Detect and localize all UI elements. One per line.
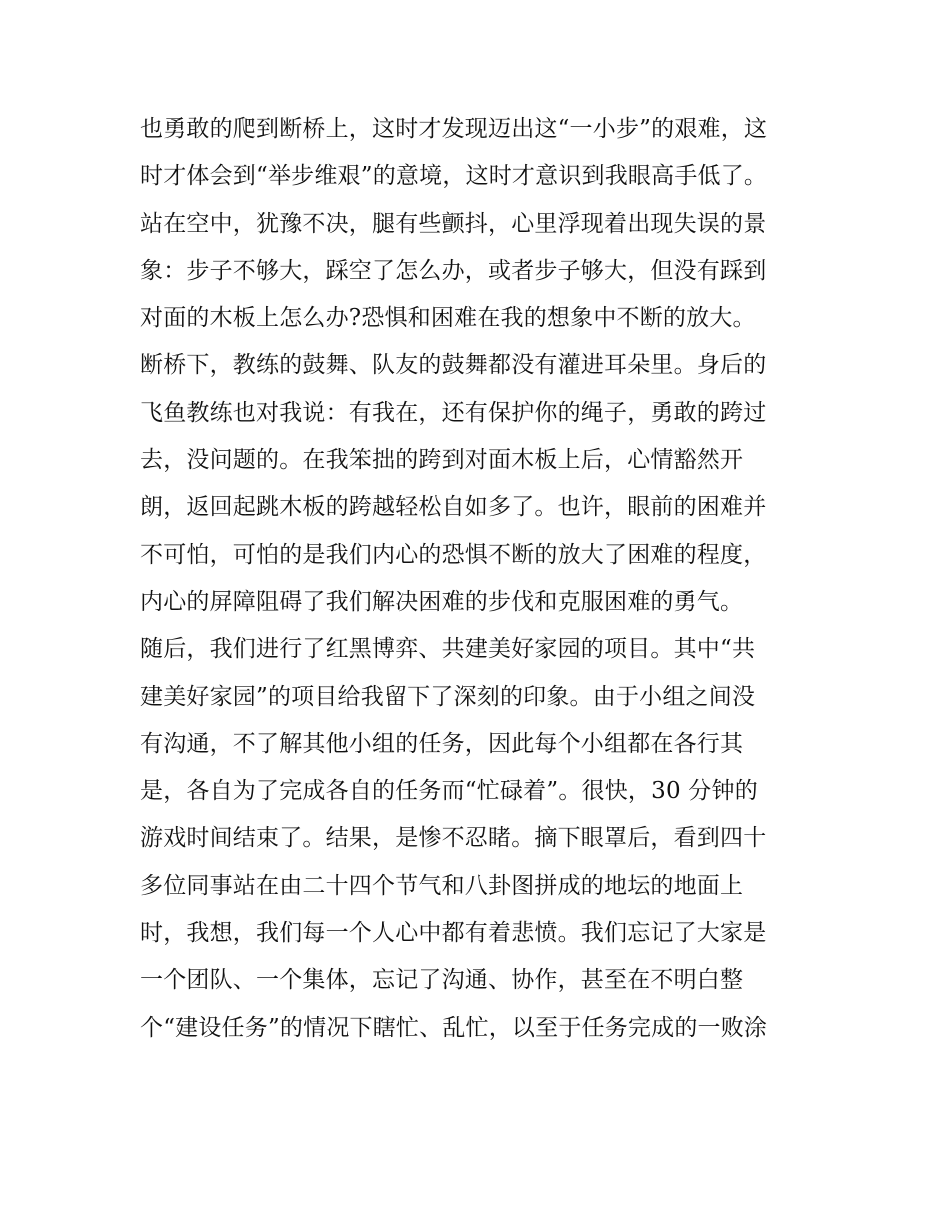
text-line: 象：步子不够大，踩空了怎么办，或者步子够大，但没有踩到: [140, 257, 767, 284]
text-line: 一个团队、一个集体，忘记了沟通、协作，甚至在不明白整: [140, 967, 744, 994]
text-line: 时，我想，我们每一个人心中都有着悲愤。我们忘记了大家是: [140, 920, 767, 947]
body-text: [140, 106, 830, 1052]
text-line: 飞鱼教练也对我说：有我在，还有保护你的绳子，勇敢的跨过: [140, 399, 767, 426]
text-line: 是，各自为了完成各自的任务而“忙碌着”。很快，30 分钟的: [140, 778, 758, 805]
text-line: 游戏时间结束了。结果，是惨不忍睹。摘下眼罩后，看到四十: [140, 825, 767, 852]
text-line: 也勇敢的爬到断桥上，这时才发现迈出这“一小步”的艰难，这: [140, 116, 768, 142]
text-line: 内心的屏障阻碍了我们解决困难的步伐和克服困难的勇气。: [140, 588, 744, 615]
text-line: 建美好家园”的项目给我留下了深刻的印象。由于小组之间没: [140, 683, 756, 710]
text-line: 朗，返回起跳木板的跨越轻松自如多了。也许，眼前的困难并: [140, 494, 767, 521]
text-line: 站在空中，犹豫不决，腿有些颤抖，心里浮现着出现失误的景: [140, 210, 767, 237]
text-line: 时才体会到“举步维艰”的意境，这时才意识到我眼高手低了。: [140, 163, 768, 190]
text-line: 断桥下，教练的鼓舞、队友的鼓舞都没有灌进耳朵里。身后的: [140, 352, 767, 379]
text-line: 随后，我们进行了红黑博弈、共建美好家园的项目。其中“共: [140, 636, 756, 663]
text-line: 对面的木板上怎么办?恐惧和困难在我的想象中不断的放大。: [140, 305, 756, 332]
text-line: 去，没问题的。在我笨拙的跨到对面木板上后，心情豁然开: [140, 447, 744, 474]
text-line: 多位同事站在由二十四个节气和八卦图拼成的地坛的地面上: [140, 872, 744, 899]
text-line: 个“建设任务”的情况下瞎忙、乱忙，以至于任务完成的一败涂: [140, 1014, 768, 1041]
text-line: 有沟通，不了解其他小组的任务，因此每个小组都在各行其: [140, 730, 744, 757]
text-line: 不可怕，可怕的是我们内心的恐惧不断的放大了困难的程度，: [140, 541, 767, 568]
